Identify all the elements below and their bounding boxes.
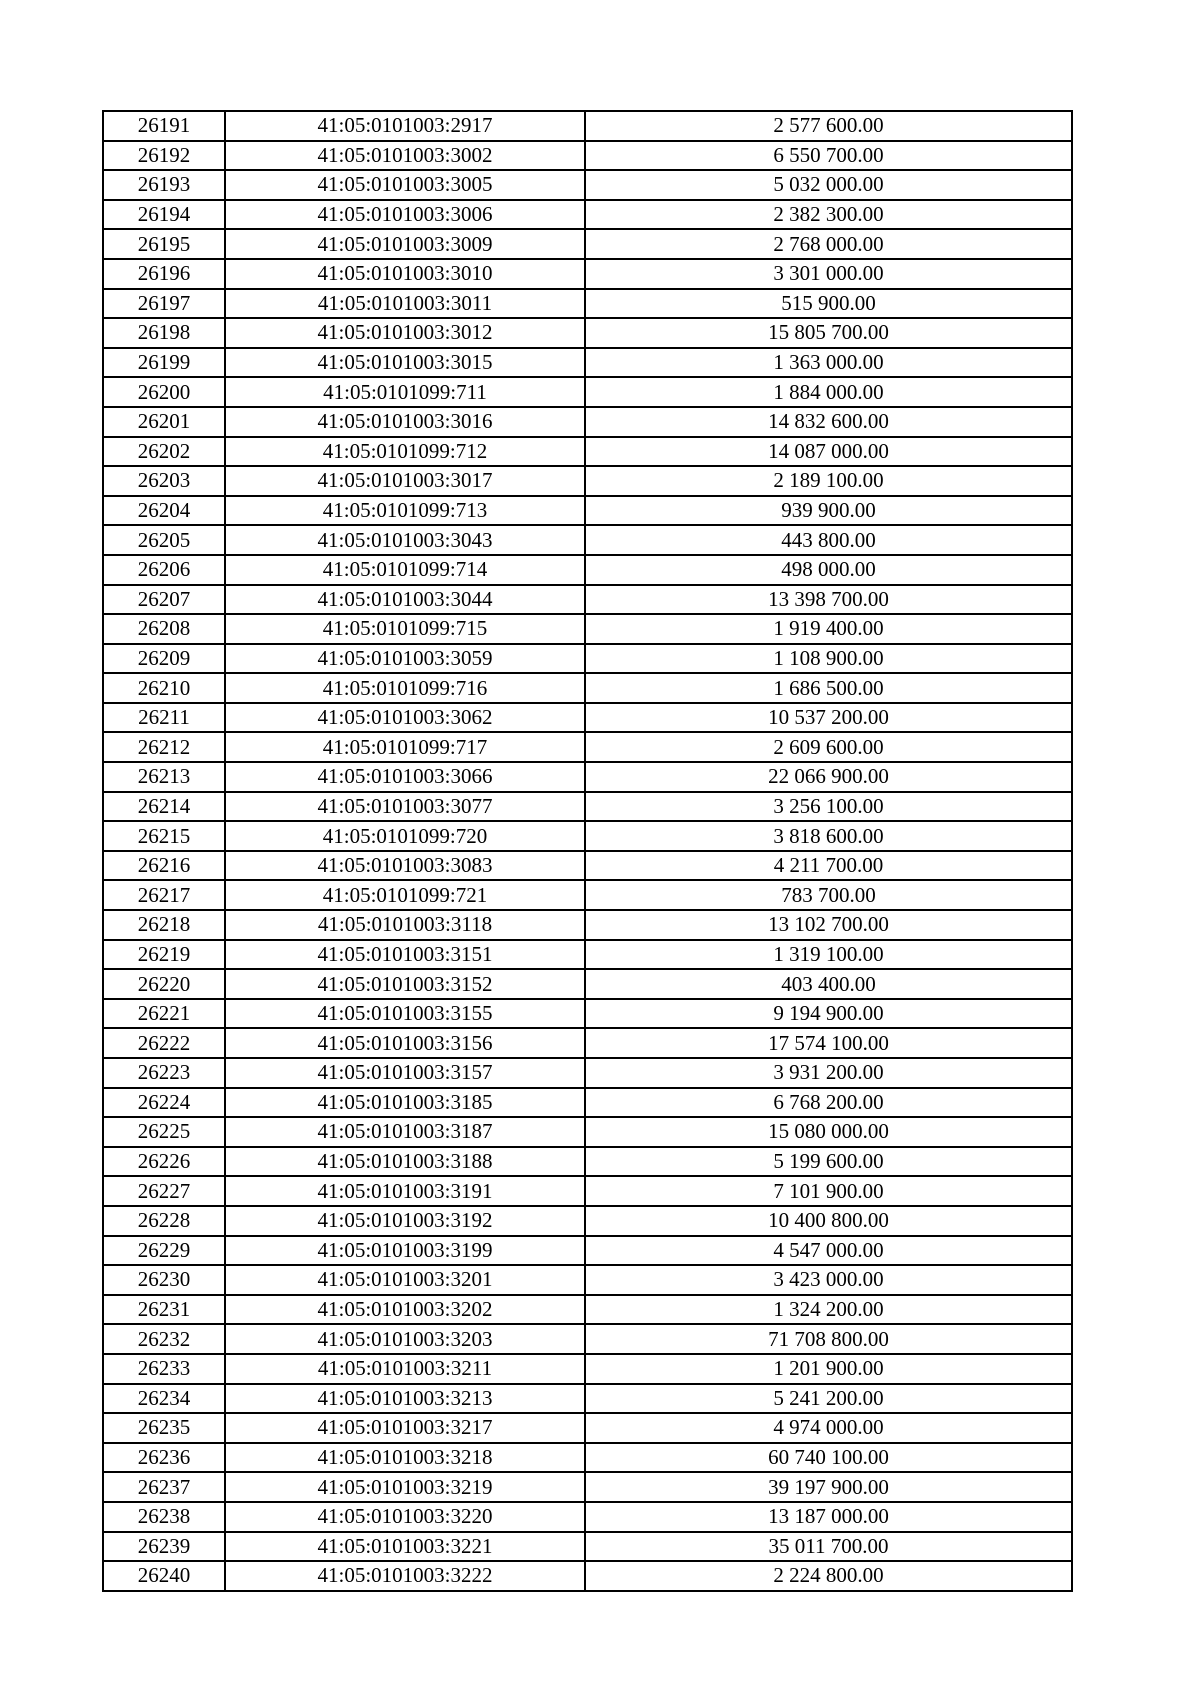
cadastral-value-cell: 403 400.00: [585, 969, 1072, 999]
cadastral-value-cell: 1 686 500.00: [585, 673, 1072, 703]
table-row: [103, 999, 1072, 1029]
table-row: [103, 1206, 1072, 1236]
cadastral-value-cell: 6 550 700.00: [585, 141, 1072, 171]
table-body: [103, 111, 1072, 1591]
cadastral-number-cell: 41:05:0101003:3006: [225, 200, 585, 230]
cadastral-value-cell: 13 398 700.00: [585, 585, 1072, 615]
cadastral-number-cell: 41:05:0101099:712: [225, 437, 585, 467]
cadastral-value-cell: 5 199 600.00: [585, 1147, 1072, 1177]
cadastral-number-cell: 41:05:0101003:3044: [225, 585, 585, 615]
table-row: [103, 1028, 1072, 1058]
cadastral-number-cell: 41:05:0101003:3192: [225, 1206, 585, 1236]
table-row: [103, 407, 1072, 437]
cadastral-number-cell: 41:05:0101003:3077: [225, 792, 585, 822]
table-row: [103, 525, 1072, 555]
table-row: [103, 170, 1072, 200]
cadastral-number-cell: 41:05:0101003:3015: [225, 348, 585, 378]
cadastral-value-cell: 5 241 200.00: [585, 1384, 1072, 1414]
table-row: [103, 1324, 1072, 1354]
cadastral-value-cell: 2 224 800.00: [585, 1561, 1072, 1591]
cadastral-number-cell: 41:05:0101003:3202: [225, 1295, 585, 1325]
cadastral-number-cell: 41:05:0101003:3217: [225, 1413, 585, 1443]
table-row: [103, 1236, 1072, 1266]
table-row: [103, 1265, 1072, 1295]
cadastral-number-cell: 41:05:0101003:3218: [225, 1443, 585, 1473]
cadastral-number-cell: 41:05:0101003:3221: [225, 1532, 585, 1562]
table-row: [103, 259, 1072, 289]
table-row: [103, 1295, 1072, 1325]
cadastral-value-cell: 9 194 900.00: [585, 999, 1072, 1029]
row-number-cell: 26191: [103, 111, 225, 141]
cadastral-value-cell: 10 400 800.00: [585, 1206, 1072, 1236]
row-number-cell: 26232: [103, 1324, 225, 1354]
cadastral-value-cell: 35 011 700.00: [585, 1532, 1072, 1562]
row-number-cell: 26223: [103, 1058, 225, 1088]
cadastral-value-cell: 1 884 000.00: [585, 377, 1072, 407]
table-row: [103, 1147, 1072, 1177]
cadastral-value-cell: 22 066 900.00: [585, 762, 1072, 792]
row-number-cell: 26198: [103, 318, 225, 348]
row-number-cell: 26228: [103, 1206, 225, 1236]
row-number-cell: 26218: [103, 910, 225, 940]
table-row: [103, 1443, 1072, 1473]
cadastral-number-cell: 41:05:0101003:3017: [225, 466, 585, 496]
table-row: [103, 111, 1072, 141]
cadastral-value-cell: 2 577 600.00: [585, 111, 1072, 141]
row-number-cell: 26239: [103, 1532, 225, 1562]
cadastral-number-cell: 41:05:0101099:715: [225, 614, 585, 644]
row-number-cell: 26208: [103, 614, 225, 644]
table-row: [103, 910, 1072, 940]
cadastral-value-cell: 13 187 000.00: [585, 1502, 1072, 1532]
table-row: [103, 1058, 1072, 1088]
cadastral-number-cell: 41:05:0101003:3011: [225, 289, 585, 319]
table-row: [103, 880, 1072, 910]
row-number-cell: 26197: [103, 289, 225, 319]
cadastral-number-cell: 41:05:0101003:3203: [225, 1324, 585, 1354]
cadastral-number-cell: 41:05:0101003:3220: [225, 1502, 585, 1532]
row-number-cell: 26219: [103, 940, 225, 970]
row-number-cell: 26236: [103, 1443, 225, 1473]
cadastral-number-cell: 41:05:0101003:3118: [225, 910, 585, 940]
row-number-cell: 26209: [103, 644, 225, 674]
row-number-cell: 26225: [103, 1117, 225, 1147]
row-number-cell: 26203: [103, 466, 225, 496]
cadastral-number-cell: 41:05:0101099:716: [225, 673, 585, 703]
table-row: [103, 673, 1072, 703]
row-number-cell: 26206: [103, 555, 225, 585]
row-number-cell: 26213: [103, 762, 225, 792]
row-number-cell: 26201: [103, 407, 225, 437]
cadastral-number-cell: 41:05:0101003:3201: [225, 1265, 585, 1295]
cadastral-number-cell: 41:05:0101003:3059: [225, 644, 585, 674]
row-number-cell: 26216: [103, 851, 225, 881]
table-row: [103, 585, 1072, 615]
row-number-cell: 26199: [103, 348, 225, 378]
row-number-cell: 26211: [103, 703, 225, 733]
cadastral-number-cell: 41:05:0101003:3222: [225, 1561, 585, 1591]
cadastral-number-cell: 41:05:0101003:3010: [225, 259, 585, 289]
cadastral-number-cell: 41:05:0101003:3151: [225, 940, 585, 970]
table-row: [103, 1502, 1072, 1532]
table-row: [103, 466, 1072, 496]
row-number-cell: 26220: [103, 969, 225, 999]
cadastral-value-cell: 1 108 900.00: [585, 644, 1072, 674]
cadastral-value-cell: 10 537 200.00: [585, 703, 1072, 733]
cadastral-value-cell: 3 256 100.00: [585, 792, 1072, 822]
cadastral-number-cell: 41:05:0101003:3066: [225, 762, 585, 792]
row-number-cell: 26204: [103, 496, 225, 526]
table-row: [103, 1176, 1072, 1206]
cadastral-number-cell: 41:05:0101003:3219: [225, 1472, 585, 1502]
table-row: [103, 1532, 1072, 1562]
cadastral-value-cell: 1 201 900.00: [585, 1354, 1072, 1384]
cadastral-number-cell: 41:05:0101003:3002: [225, 141, 585, 171]
table-row: [103, 289, 1072, 319]
cadastral-number-cell: 41:05:0101003:3155: [225, 999, 585, 1029]
row-number-cell: 26205: [103, 525, 225, 555]
cadastral-number-cell: 41:05:0101003:3062: [225, 703, 585, 733]
table-row: [103, 555, 1072, 585]
cadastral-number-cell: 41:05:0101099:711: [225, 377, 585, 407]
row-number-cell: 26207: [103, 585, 225, 615]
cadastral-value-cell: 14 087 000.00: [585, 437, 1072, 467]
cadastral-value-cell: 1 363 000.00: [585, 348, 1072, 378]
table-row: [103, 1117, 1072, 1147]
row-number-cell: 26212: [103, 732, 225, 762]
cadastral-number-cell: 41:05:0101099:717: [225, 732, 585, 762]
cadastral-value-cell: 1 324 200.00: [585, 1295, 1072, 1325]
cadastral-value-cell: 3 423 000.00: [585, 1265, 1072, 1295]
cadastral-number-cell: 41:05:0101003:3016: [225, 407, 585, 437]
table-row: [103, 851, 1072, 881]
table-row: [103, 940, 1072, 970]
table-row: [103, 377, 1072, 407]
cadastral-number-cell: 41:05:0101003:3213: [225, 1384, 585, 1414]
row-number-cell: 26238: [103, 1502, 225, 1532]
table-row: [103, 1561, 1072, 1591]
cadastral-number-cell: 41:05:0101003:3191: [225, 1176, 585, 1206]
cadastral-value-cell: 3 818 600.00: [585, 821, 1072, 851]
cadastral-number-cell: 41:05:0101003:3152: [225, 969, 585, 999]
cadastral-value-cell: 39 197 900.00: [585, 1472, 1072, 1502]
table-row: [103, 821, 1072, 851]
table-row: [103, 792, 1072, 822]
table-row: [103, 1354, 1072, 1384]
table-row: [103, 703, 1072, 733]
table-row: [103, 348, 1072, 378]
table-row: [103, 229, 1072, 259]
row-number-cell: 26193: [103, 170, 225, 200]
cadastral-number-cell: 41:05:0101003:3009: [225, 229, 585, 259]
table-row: [103, 762, 1072, 792]
row-number-cell: 26240: [103, 1561, 225, 1591]
row-number-cell: 26221: [103, 999, 225, 1029]
cadastral-value-cell: 498 000.00: [585, 555, 1072, 585]
row-number-cell: 26217: [103, 880, 225, 910]
cadastral-value-cell: 3 931 200.00: [585, 1058, 1072, 1088]
row-number-cell: 26226: [103, 1147, 225, 1177]
cadastral-number-cell: 41:05:0101003:3156: [225, 1028, 585, 1058]
cadastral-number-cell: 41:05:0101003:3012: [225, 318, 585, 348]
row-number-cell: 26231: [103, 1295, 225, 1325]
table-row: [103, 318, 1072, 348]
row-number-cell: 26237: [103, 1472, 225, 1502]
cadastral-value-cell: 17 574 100.00: [585, 1028, 1072, 1058]
cadastral-value-cell: 13 102 700.00: [585, 910, 1072, 940]
table-row: [103, 1472, 1072, 1502]
cadastral-value-cell: 3 301 000.00: [585, 259, 1072, 289]
cadastral-value-cell: 939 900.00: [585, 496, 1072, 526]
row-number-cell: 26234: [103, 1384, 225, 1414]
cadastral-number-cell: 41:05:0101099:714: [225, 555, 585, 585]
row-number-cell: 26224: [103, 1088, 225, 1118]
cadastral-value-cell: 2 609 600.00: [585, 732, 1072, 762]
cadastral-value-cell: 15 805 700.00: [585, 318, 1072, 348]
row-number-cell: 26214: [103, 792, 225, 822]
table-row: [103, 969, 1072, 999]
cadastral-number-cell: 41:05:0101003:3083: [225, 851, 585, 881]
table-row: [103, 644, 1072, 674]
table-row: [103, 141, 1072, 171]
row-number-cell: 26194: [103, 200, 225, 230]
cadastral-value-cell: 515 900.00: [585, 289, 1072, 319]
cadastral-value-cell: 2 189 100.00: [585, 466, 1072, 496]
cadastral-number-cell: 41:05:0101099:721: [225, 880, 585, 910]
cadastral-number-cell: 41:05:0101003:2917: [225, 111, 585, 141]
row-number-cell: 26229: [103, 1236, 225, 1266]
cadastral-value-cell: 15 080 000.00: [585, 1117, 1072, 1147]
cadastral-number-cell: 41:05:0101003:3188: [225, 1147, 585, 1177]
row-number-cell: 26233: [103, 1354, 225, 1384]
cadastral-number-cell: 41:05:0101003:3185: [225, 1088, 585, 1118]
table-row: [103, 1384, 1072, 1414]
cadastral-value-cell: 6 768 200.00: [585, 1088, 1072, 1118]
table-row: [103, 732, 1072, 762]
row-number-cell: 26210: [103, 673, 225, 703]
cadastral-value-cell: 7 101 900.00: [585, 1176, 1072, 1206]
cadastral-number-cell: 41:05:0101003:3157: [225, 1058, 585, 1088]
table-row: [103, 1413, 1072, 1443]
row-number-cell: 26230: [103, 1265, 225, 1295]
cadastral-value-table: [102, 110, 1073, 1592]
cadastral-value-cell: 783 700.00: [585, 880, 1072, 910]
cadastral-number-cell: 41:05:0101003:3211: [225, 1354, 585, 1384]
cadastral-number-cell: 41:05:0101099:713: [225, 496, 585, 526]
cadastral-value-cell: 443 800.00: [585, 525, 1072, 555]
cadastral-value-cell: 4 211 700.00: [585, 851, 1072, 881]
row-number-cell: 26195: [103, 229, 225, 259]
cadastral-value-cell: 4 974 000.00: [585, 1413, 1072, 1443]
table-row: [103, 437, 1072, 467]
cadastral-value-cell: 1 319 100.00: [585, 940, 1072, 970]
row-number-cell: 26200: [103, 377, 225, 407]
cadastral-value-cell: 60 740 100.00: [585, 1443, 1072, 1473]
row-number-cell: 26215: [103, 821, 225, 851]
cadastral-number-cell: 41:05:0101003:3199: [225, 1236, 585, 1266]
table-row: [103, 1088, 1072, 1118]
cadastral-value-cell: 5 032 000.00: [585, 170, 1072, 200]
table-row: [103, 614, 1072, 644]
row-number-cell: 26227: [103, 1176, 225, 1206]
cadastral-number-cell: 41:05:0101003:3043: [225, 525, 585, 555]
cadastral-number-cell: 41:05:0101003:3187: [225, 1117, 585, 1147]
row-number-cell: 26192: [103, 141, 225, 171]
cadastral-value-cell: 14 832 600.00: [585, 407, 1072, 437]
table-row: [103, 200, 1072, 230]
row-number-cell: 26235: [103, 1413, 225, 1443]
row-number-cell: 26202: [103, 437, 225, 467]
cadastral-value-cell: 2 382 300.00: [585, 200, 1072, 230]
cadastral-value-cell: 71 708 800.00: [585, 1324, 1072, 1354]
row-number-cell: 26222: [103, 1028, 225, 1058]
cadastral-value-cell: 2 768 000.00: [585, 229, 1072, 259]
cadastral-value-cell: 1 919 400.00: [585, 614, 1072, 644]
cadastral-value-cell: 4 547 000.00: [585, 1236, 1072, 1266]
cadastral-number-cell: 41:05:0101099:720: [225, 821, 585, 851]
cadastral-number-cell: 41:05:0101003:3005: [225, 170, 585, 200]
table-row: [103, 496, 1072, 526]
row-number-cell: 26196: [103, 259, 225, 289]
